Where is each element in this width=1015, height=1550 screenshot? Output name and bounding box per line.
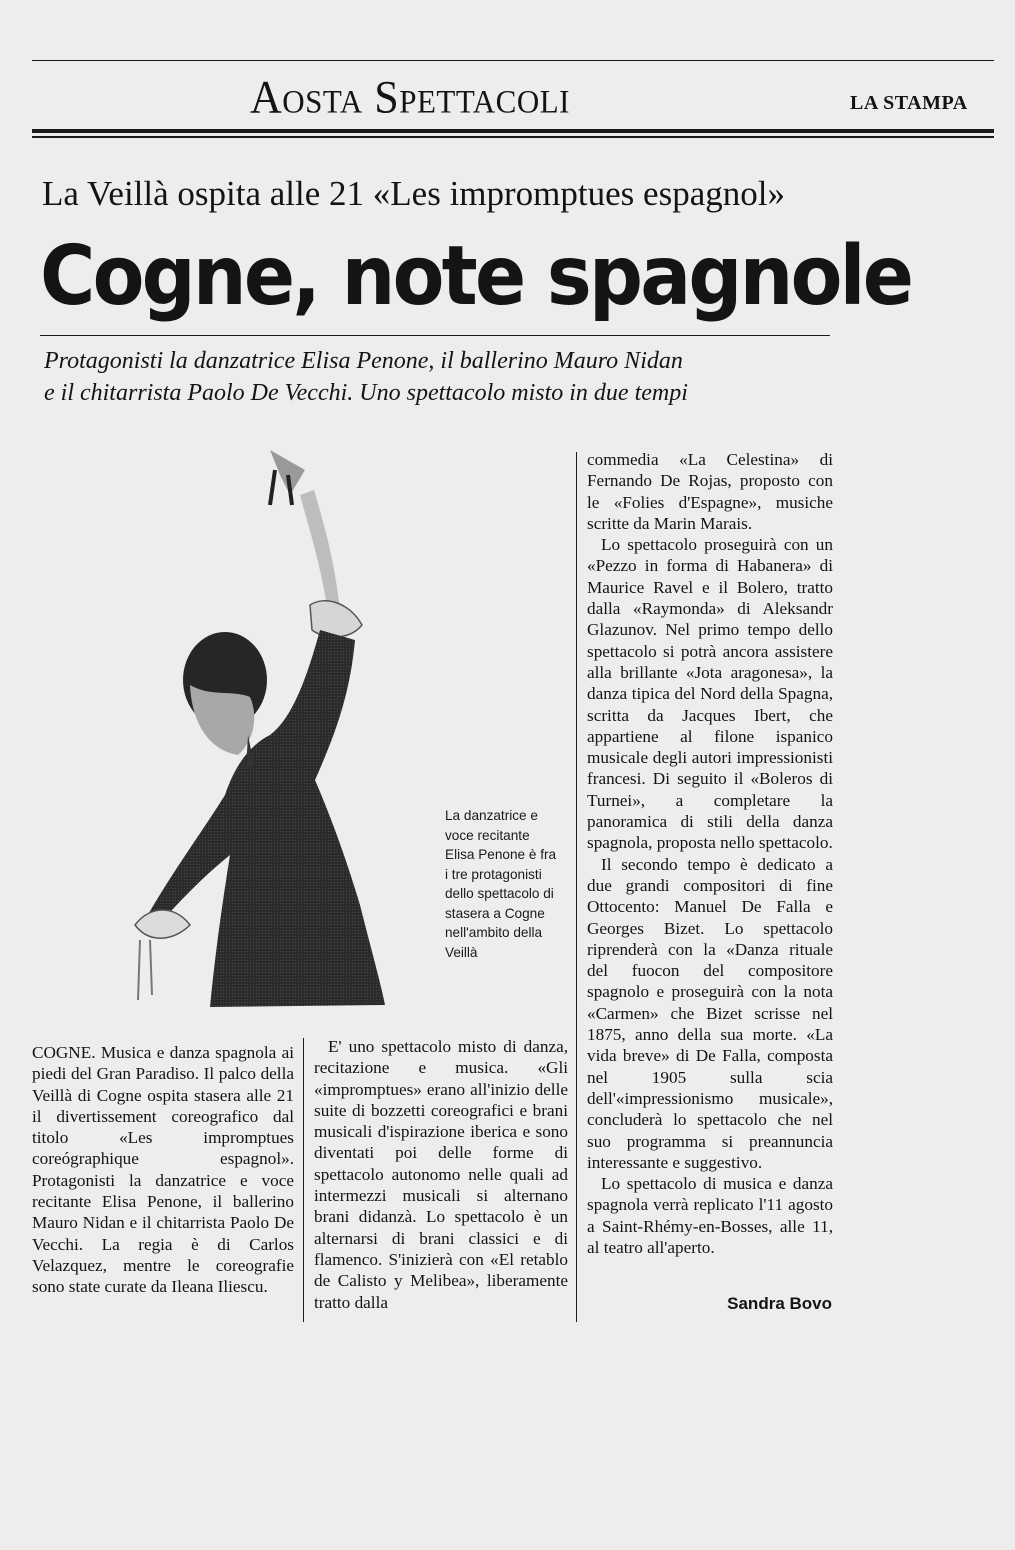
- article-column-left: [32, 1042, 294, 1298]
- column-divider-left: [303, 1038, 304, 1322]
- article-headline: Cogne, note spagnole: [40, 229, 912, 324]
- subheadline-line-1: Protagonisti la danzatrice Elisa Penone, il ballerino Mauro Nidan: [44, 348, 683, 374]
- article-kicker: La Veillà ospita alle 21 «Les impromptues espagnol»: [42, 174, 785, 213]
- article-column-right: [587, 449, 833, 1258]
- paragraph: Lo spettacolo proseguirà con un «Pezzo in forma di Habanera» di Maurice Ravel e il Bolero, tratto dalla «Raymonda» di Aleksandr Glazunov. Nel primo tempo dello spettacolo si potrà ancora assistere alla brillante «Jota aragonesa», la danza tipica del Nord della Spagna, scritta da Jacques Ibert, che appartiene al filone ispanico musicale degli autori impressionisti francesi. Di seguito il «Boleros di Turnei», a completare la panoramica di stili della danza spagnola, proposta nello spettacolo.: [587, 535, 833, 853]
- paragraph: COGNE. Musica e danza spagnola ai piedi del Gran Paradiso. Il palco della Veillà di Cogne ospita stasera alle 21 il divertissement coreografico dal titolo «Les impromptues coreógraphique espagnol». Protagonisti la danzatrice e voce recitante Elisa Penone, il ballerino Mauro Nidan e il chitarrista Paolo De Vecchi. La regia è di Carlos Velazquez, mentre le coreografie sono state curate da Ileana Iliescu.: [32, 1043, 294, 1297]
- top-rule: [32, 60, 994, 61]
- section-title: Aosta Spettacoli: [250, 71, 570, 124]
- masthead-logo: LA STAMPA: [850, 92, 968, 114]
- subheadline-line-2: e il chitarrista Paolo De Vecchi. Uno spettacolo misto in due tempi: [44, 380, 688, 406]
- header-rule-thick: [32, 129, 994, 133]
- author-byline: Sandra Bovo: [727, 1294, 832, 1313]
- dancer-photo: [130, 435, 395, 1010]
- column-divider-right: [576, 452, 577, 1322]
- paragraph: E' uno spettacolo misto di danza, recitazione e musica. «Gli «impromptues» erano all'inizio delle suite di bozzetti coreografici e brani musicali d'ispirazione iberica e sono diventati poi delle forme di spettacolo autonomo nelle quali ad intermezzi musicali si alternano brani didanzà. Lo spettacolo è un alternarsi di brani classici e di flamenco. S'inizierà con «El retablo de Calisto y Melibea», liberamente tratto dalla: [314, 1037, 568, 1312]
- photo-caption: La danzatrice e voce recitante Elisa Penone è fra i tre protagonisti dello spettacolo di stasera a Cogne nell'ambito della Veillà: [445, 808, 557, 960]
- article-subheadline: [44, 345, 834, 409]
- paragraph: Lo spettacolo di musica e danza spagnola verrà replicato l'11 agosto a Saint-Rhémy-en-Bosses, alle 11, al teatro all'aperto.: [587, 1174, 833, 1257]
- header-rule-thin: [32, 136, 994, 138]
- headline-rule: [40, 335, 830, 336]
- paragraph: commedia «La Celestina» di Fernando De Rojas, proposto con le «Folies d'Espagne», musiche scritte da Marin Marais.: [587, 450, 833, 533]
- paragraph: Il secondo tempo è dedicato a due grandi compositori di fine Ottocento: Manuel De Falla e Georges Bizet. Lo spettacolo riprenderà con la «Danza rituale del fuocon del compositore spagnolo e proseguirà con la nota «Carmen» che Bizet scrisse nel 1875, anno della sua morte. «La vida breve» di De Falla, composta nel 1905 sulla scia dell'«impressionismo musicale», concluderà lo spettacolo che nel suo programma si preannuncia interessante e suggestivo.: [587, 854, 833, 1172]
- article-column-middle: [314, 1036, 568, 1313]
